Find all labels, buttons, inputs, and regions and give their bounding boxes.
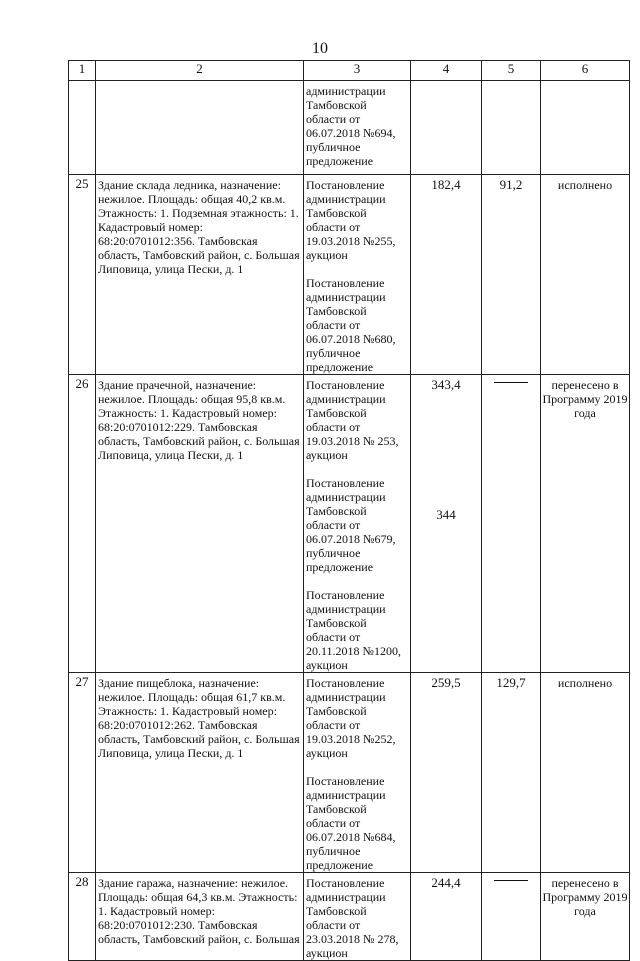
table-row-25 (69, 175, 630, 375)
decree-item: Постановление администрации Тамбовской области от 06.07.2018 №679, публичное предложение (306, 476, 396, 574)
price-value: 182,4 (411, 175, 482, 375)
status-text: исполнено (541, 673, 630, 873)
row-number: 28 (69, 873, 96, 961)
row-number: 25 (69, 175, 96, 375)
header-col-4: 4 (411, 61, 482, 81)
price-value-revised: 344 (436, 507, 456, 522)
decree-list (304, 175, 411, 375)
sum-value: 129,7 (482, 673, 541, 873)
row-number: 27 (69, 673, 96, 873)
sum-cell (482, 375, 541, 673)
header-col-1: 1 (69, 61, 96, 81)
decree-item: Постановление администрации Тамбовской области от 19.03.2018 № 253, аукцион (306, 378, 399, 462)
object-description: Здание прачечной, назначение: нежилое. Площадь: общая 95,8 кв.м. Этажность: 1. Кадастровый номер: 68:20:0701012:229. Тамбовская область, Тамбовский район, с. Большая Липовица, улица Пески, д. 1 (96, 375, 304, 673)
header-col-3: 3 (304, 61, 411, 81)
page-number: 10 (312, 40, 328, 57)
table-header-row (69, 61, 630, 81)
table-row-27 (69, 673, 630, 873)
property-table (68, 60, 630, 961)
object-description: Здание пищеблока, назначение: нежилое. Площадь: общая 61,7 кв.м. Этажность: 1. Кадастровый номер: 68:20:0701012:262. Тамбовская область, Тамбовский район, с. Большая Липовица, улица Пески, д. 1 (96, 673, 304, 873)
decree-item: Постановление администрации Тамбовской области от 19.03.2018 №255, аукцион (306, 178, 396, 262)
table-row-26 (69, 375, 630, 673)
price-cell (411, 375, 482, 673)
price-value: 244,4 (411, 873, 482, 961)
decree-item: Постановление администрации Тамбовской области от 23.03.2018 № 278, аукцион (306, 876, 399, 960)
status-text: перенесено в Программу 2019 года (541, 873, 630, 961)
decree-list (304, 375, 411, 673)
table-row-continuation (69, 81, 630, 175)
price-value: 259,5 (411, 673, 482, 873)
continuation-doc: администрации Тамбовской области от 06.07.2018 №694, публичное предложение (304, 81, 411, 175)
decree-list (304, 673, 411, 873)
object-description: Здание гаража, назначение: нежилое. Площадь: общая 64,3 кв.м. Этажность: 1. Кадастровый номер: 68:20:0701012:230. Тамбовская область, Тамбовский район, с. Большая (96, 873, 304, 961)
row-number: 26 (69, 375, 96, 673)
price-value: 343,4 (431, 377, 461, 392)
dash-placeholder (494, 880, 528, 881)
decree-item: Постановление администрации Тамбовской области от 06.07.2018 №680, публичное предложение (306, 276, 396, 374)
status-text: исполнено (541, 175, 630, 375)
dash-placeholder (494, 382, 528, 383)
object-description: Здание склада ледника, назначение: нежилое. Площадь: общая 40,2 кв.м. Этажность: 1. Подземная этажность: 1. Кадастровый номер: 68:20:0701012:356. Тамбовская область, Тамбовский район, с. Большая Липовица, улица Пески, д. 1 (96, 175, 304, 375)
header-col-6: 6 (541, 61, 630, 81)
header-col-2: 2 (96, 61, 304, 81)
header-col-5: 5 (482, 61, 541, 81)
sum-value: 91,2 (482, 175, 541, 375)
decree-list (304, 873, 411, 961)
table-row-28 (69, 873, 630, 961)
decree-item: Постановление администрации Тамбовской области от 06.07.2018 №684, публичное предложение (306, 774, 396, 872)
decree-item: Постановление администрации Тамбовской области от 20.11.2018 №1200, аукцион (306, 588, 402, 672)
sum-cell (482, 873, 541, 961)
decree-item: Постановление администрации Тамбовской области от 19.03.2018 №252, аукцион (306, 676, 396, 760)
status-text: перенесено в Программу 2019 года (541, 375, 630, 673)
